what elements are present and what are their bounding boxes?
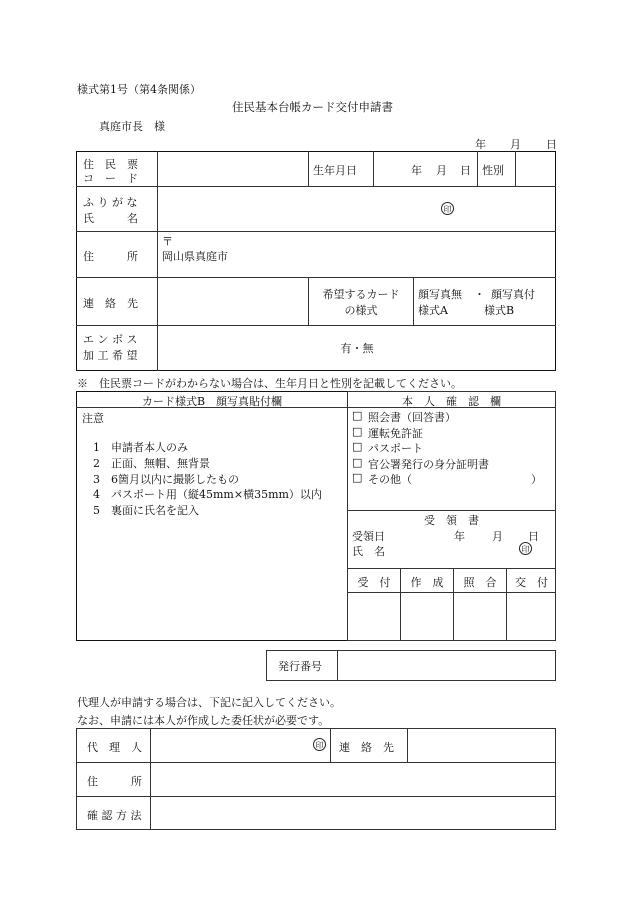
id-option-passport: パスポート (368, 442, 423, 455)
style-a-code: 様式A (418, 304, 448, 317)
style-b-label[interactable]: 顔写真付 (491, 288, 535, 301)
date-day-label: 日 (546, 138, 557, 151)
receipt-day-label: 日 (528, 530, 539, 543)
photo-box-title: カード様式B 顔写真貼付欄 (141, 395, 283, 408)
emboss-label-2: 加 工 希 望 (83, 349, 138, 362)
agent-name-field[interactable] (151, 729, 311, 761)
office-header: 照 合 (463, 576, 497, 589)
checkbox-icon[interactable]: □ (352, 456, 363, 469)
form-title: 住民基本台帳カード交付申請書 (232, 100, 393, 114)
photo-rule-item: 4 パスポート用（縦45mm×横35mm）以内 (93, 488, 322, 501)
receipt-year-label: 年 (454, 530, 465, 543)
agent-contact-field[interactable] (408, 729, 555, 761)
birth-month-label: 月 (436, 164, 447, 177)
style-b-code: 様式B (484, 304, 515, 317)
id-option-inquiry: 照会書（回答書） (368, 411, 456, 424)
address-field[interactable] (230, 232, 555, 276)
verification-method-label: 確 認 方 法 (87, 809, 142, 822)
checkbox-icon[interactable]: □ (352, 409, 363, 422)
date-month-label: 月 (510, 138, 521, 151)
identity-title: 本 人 確 認 欄 (402, 395, 501, 408)
name-label: 氏 名 (83, 212, 138, 225)
id-option-license: 運転免許証 (368, 427, 423, 440)
proxy-instruction-1: 代理人が申請する場合は、下記に記入してください。 (77, 696, 341, 709)
id-option-other: その他（ (368, 473, 412, 486)
photo-rule-item: 2 正面、無帽、無背景 (93, 457, 210, 470)
agent-label: 代 理 人 (87, 741, 142, 754)
id-option-other-close: ） (531, 473, 542, 486)
resident-code-label-2: コ ー ド (83, 172, 138, 185)
emboss-choice[interactable]: 有・無 (340, 342, 374, 355)
receipt-name-label: 氏 名 (352, 545, 385, 558)
office-header: 作 成 (410, 576, 444, 589)
agent-contact-label: 連 絡 先 (339, 741, 394, 754)
contact-field[interactable] (158, 278, 307, 324)
issue-number-field[interactable] (338, 651, 555, 680)
birthdate-field[interactable] (374, 152, 476, 185)
resident-code-field[interactable] (158, 152, 307, 185)
id-option-official: 官公署発行の身分証明書 (368, 458, 489, 471)
checkbox-icon[interactable]: □ (352, 471, 363, 484)
gender-field[interactable] (516, 152, 555, 185)
name-field[interactable] (158, 187, 555, 230)
photo-rule-item: 5 裏面に氏名を記入 (93, 504, 199, 517)
seal-icon: 印 (441, 202, 454, 215)
photo-rule-item: 3 6箇月以内に撮影したもの (93, 473, 239, 486)
seal-icon: 印 (313, 738, 326, 751)
checkbox-icon[interactable]: □ (352, 425, 363, 438)
receipt-month-label: 月 (492, 530, 503, 543)
resident-code-note: ※ 住民票コードがわからない場合は、生年月日と性別を記載してください。 (77, 377, 462, 390)
address-value: 岡山県真庭市 (162, 250, 228, 263)
addressee: 真庭市長 様 (99, 120, 165, 133)
office-header: 交 付 (515, 576, 548, 589)
caution-label: 注意 (82, 412, 104, 425)
office-header: 受 付 (357, 576, 391, 589)
style-a-label[interactable]: 顔写真無 (418, 288, 462, 301)
furigana-label: ふ り が な (83, 196, 138, 209)
receipt-title: 受 領 書 (424, 514, 479, 527)
birthdate-label: 生年月日 (313, 164, 357, 177)
proxy-instruction-2: なお、申請には本人が作成した委任状が必要です。 (77, 714, 330, 727)
receipt-date-label: 受領日 (352, 530, 385, 543)
photo-rule-item: 1 申請者本人のみ (93, 441, 188, 454)
form-number: 様式第1号（第4条関係） (77, 83, 201, 96)
agent-address-label: 住 所 (87, 775, 142, 788)
birth-day-label: 日 (460, 164, 471, 177)
card-style-label-1: 希望するカード (322, 288, 400, 301)
agent-address-field[interactable] (151, 763, 555, 795)
seal-icon: 印 (519, 542, 532, 555)
checkbox-icon[interactable]: □ (352, 440, 363, 453)
emboss-label-1: エ ン ボ ス (83, 333, 138, 346)
date-year-label: 年 (475, 138, 486, 151)
postal-mark: 〒 (162, 235, 173, 248)
address-label: 住 所 (83, 250, 138, 263)
contact-label: 連 絡 先 (83, 297, 138, 310)
verification-method-field[interactable] (151, 797, 555, 829)
issue-number-label: 発行番号 (278, 660, 322, 673)
gender-label: 性別 (482, 164, 504, 177)
style-separator: ・ (474, 288, 485, 301)
card-style-label-2: の様式 (344, 304, 378, 317)
resident-code-label-1: 住 民 票 (83, 158, 138, 171)
birth-year-label: 年 (411, 164, 422, 177)
